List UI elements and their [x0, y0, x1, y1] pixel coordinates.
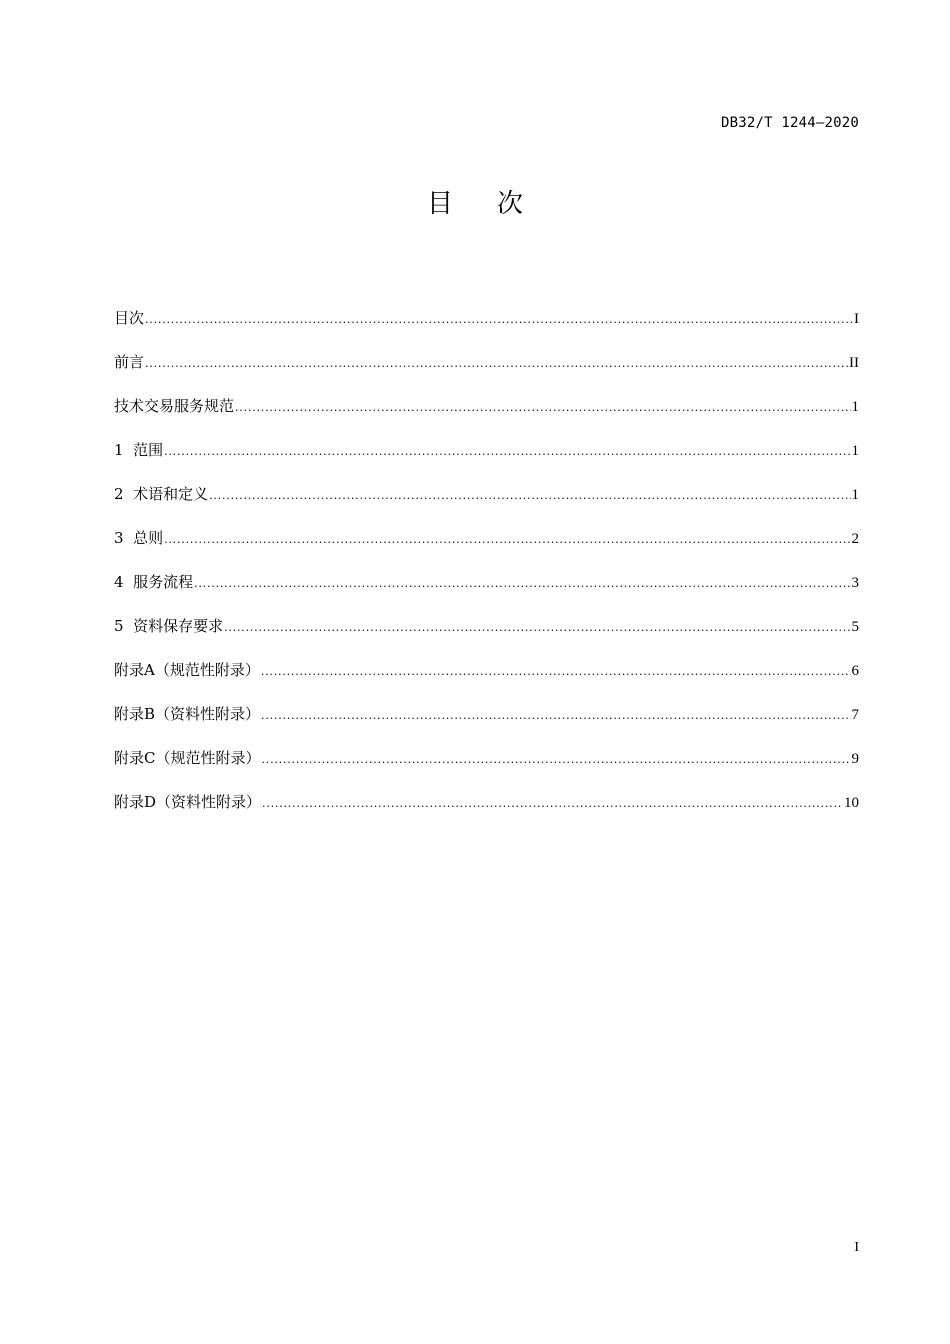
toc-entry-label: 附录C（规范性附录）: [114, 749, 261, 767]
toc-entry-label: 目次: [114, 309, 145, 327]
dot-leader: [235, 398, 850, 418]
toc-entry-page: 1: [851, 443, 859, 459]
dot-leader: [262, 794, 843, 814]
toc-entry-appendix-c[interactable]: [114, 748, 859, 792]
dot-leader: [224, 618, 850, 638]
dot-leader: [261, 662, 851, 682]
toc-entry-label: 4 服务流程: [114, 573, 194, 591]
toc-entry-foreword[interactable]: [114, 352, 859, 396]
toc-entry-label: 5 资料保存要求: [114, 617, 224, 635]
dot-leader: [261, 706, 850, 726]
toc-entry-page: 9: [851, 751, 859, 767]
toc-entry-page: 6: [851, 663, 859, 679]
toc-entry-appendix-d[interactable]: [114, 792, 859, 836]
toc-entry-label: 1 范围: [114, 441, 164, 459]
dot-leader: [209, 486, 850, 506]
toc-entry-page: 10: [844, 795, 859, 811]
table-of-contents: [114, 308, 859, 836]
toc-entry-label: 附录B（资料性附录）: [114, 705, 261, 723]
document-code: DB32/T 1244—2020: [720, 115, 859, 131]
toc-entry-terms[interactable]: [114, 484, 859, 528]
dot-leader: [164, 442, 850, 462]
toc-entry-label: 3 总则: [114, 529, 164, 547]
toc-entry-scope[interactable]: [114, 440, 859, 484]
toc-entry-appendix-b[interactable]: [114, 704, 859, 748]
dot-leader: [145, 354, 848, 374]
toc-entry-label: 2 术语和定义: [114, 485, 209, 503]
toc-entry-appendix-a[interactable]: [114, 660, 859, 704]
dot-leader: [164, 530, 850, 550]
toc-entry-page: 5: [851, 619, 859, 635]
toc-entry-label: 技术交易服务规范: [114, 397, 235, 415]
toc-entry-page: 1: [851, 399, 859, 415]
toc-entry-page: 2: [851, 531, 859, 547]
page-number: I: [854, 1240, 859, 1255]
toc-entry-standard-title[interactable]: [114, 396, 859, 440]
toc-entry-general[interactable]: [114, 528, 859, 572]
toc-entry-service-process[interactable]: [114, 572, 859, 616]
toc-entry-page: 1: [851, 487, 859, 503]
toc-entry-label: 附录A（规范性附录）: [114, 661, 260, 679]
dot-leader: [194, 574, 850, 594]
page-title: 目次: [426, 189, 567, 219]
toc-entry-contents[interactable]: [114, 308, 859, 352]
toc-entry-page: I: [854, 311, 859, 327]
toc-entry-page: 7: [851, 707, 859, 723]
dot-leader: [145, 310, 853, 330]
toc-entry-label: 附录D（资料性附录）: [114, 793, 262, 811]
dot-leader: [261, 750, 850, 770]
toc-entry-page: II: [849, 355, 859, 371]
toc-entry-page: 3: [851, 575, 859, 591]
toc-entry-label: 前言: [114, 353, 145, 371]
toc-entry-records[interactable]: [114, 616, 859, 660]
